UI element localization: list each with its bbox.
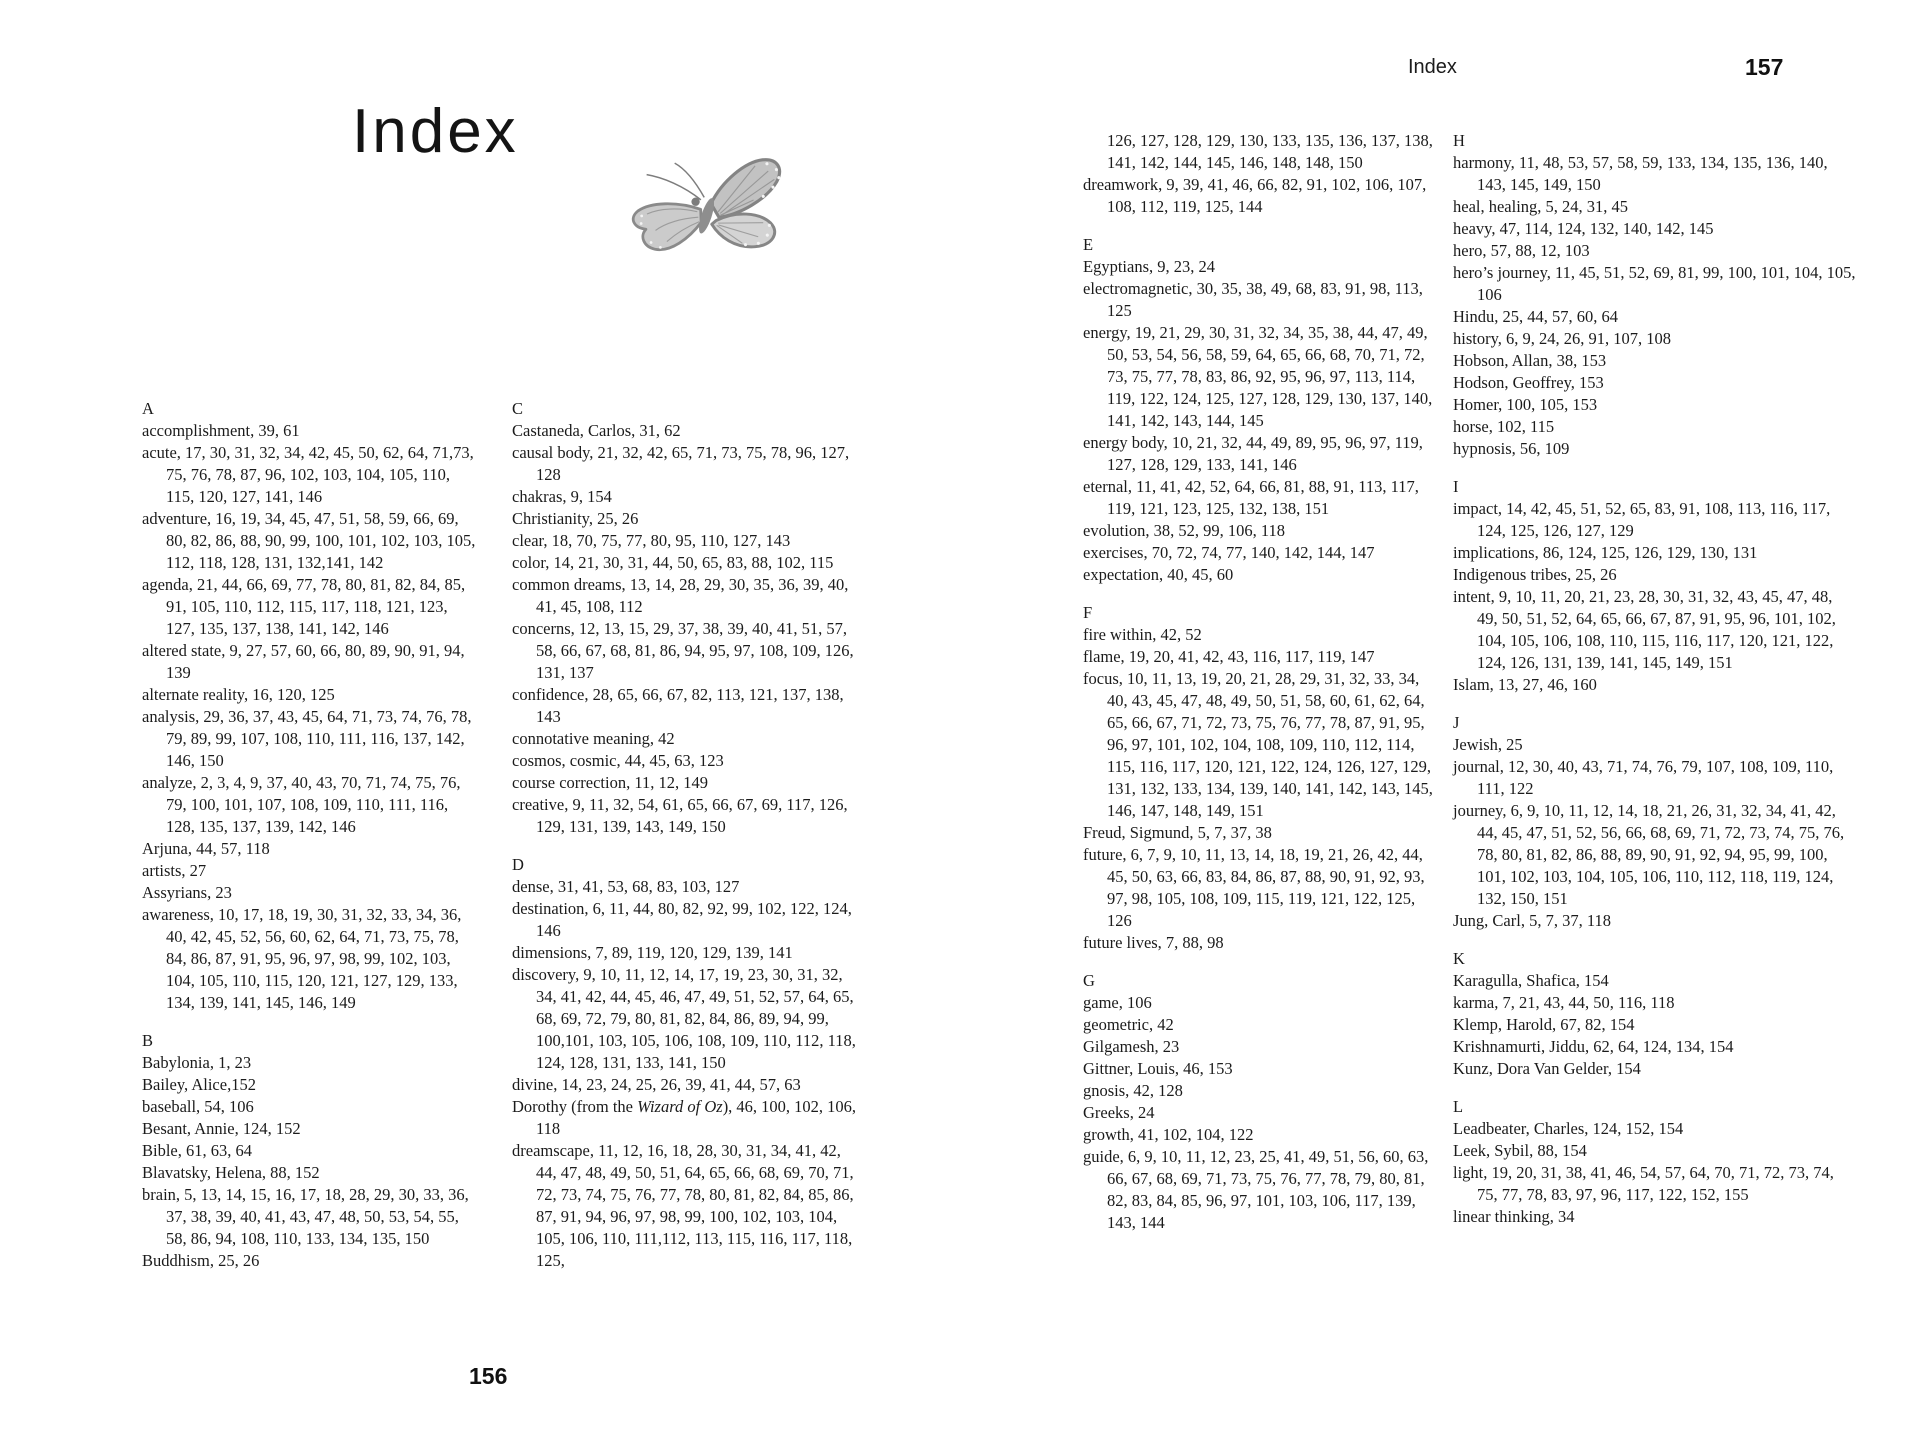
index-entry: Christianity, 25, 26 [512,509,639,528]
page-number-left: 156 [469,1363,508,1389]
index-entry: game, 106 [1083,993,1152,1012]
index-entry: concerns, 12, 13, 15, 29, 37, 38, 39, 40, 41, 51, 57, 58, 66, 67, 68, 81, 86, 94, 95, 97, 108, 109, 126, 131, 137 [512,619,854,682]
index-entry: awareness, 10, 17, 18, 19, 30, 31, 32, 33, 34, 36, 40, 42, 45, 52, 56, 60, 62, 64, 71, 73, 75, 78, 84, 86, 87, 91, 95, 96, 97, 98, 99, 102, 103, 104, 105, 110, 115, 120, 121, 127, 129, 133, 134, 139, 141, 145, 146, 149 [142,905,462,1012]
index-column-h-l [1453,130,1857,1228]
index-column-a-b [142,398,476,1272]
index-entry: implications, 86, 124, 125, 126, 129, 130, 131 [1453,543,1758,562]
index-entry: evolution, 38, 52, 99, 106, 118 [1083,521,1285,540]
index-entry-text: ), 46, 100, 102, 106, 118 [536,1097,857,1138]
index-entry-continuation: 126, 127, 128, 129, 130, 133, 135, 136, 137, 138, 141, 142, 144, 145, 146, 148, 148, 150 [1107,131,1433,172]
index-entry: Leadbeater, Charles, 124, 152, 154 [1453,1119,1684,1138]
index-entry: Hindu, 25, 44, 57, 60, 64 [1453,307,1618,326]
letter-heading: C [512,399,524,418]
index-entry: agenda, 21, 44, 66, 69, 77, 78, 80, 81, 82, 84, 85, 91, 105, 110, 112, 115, 117, 118, 121, 123, 127, 135, 137, 138, 141, 142, 146 [142,575,466,638]
index-entry: energy, 19, 21, 29, 30, 31, 32, 34, 35, 38, 44, 47, 49, 50, 53, 54, 56, 58, 59, 64, 65, 66, 68, 70, 71, 72, 73, 75, 77, 78, 83, 86, 92, 95, 96, 97, 113, 114, 119, 122, 124, 125, 127, 128, 129, 130, 137, 140, 141, 142, 143, 144, 145 [1083,323,1433,430]
index-entry: energy body, 10, 21, 32, 44, 49, 89, 95, 96, 97, 119, 127, 128, 129, 133, 141, 146 [1083,433,1423,474]
index-entry: karma, 7, 21, 43, 44, 50, 116, 118 [1453,993,1675,1012]
letter-heading: B [142,1031,154,1050]
index-entry: Gilgamesh, 23 [1083,1037,1180,1056]
index-entry: artists, 27 [142,861,207,880]
index-entry: destination, 6, 11, 44, 80, 82, 92, 99, 102, 122, 124, 146 [512,899,852,940]
index-entry-text: Dorothy (from the [512,1097,638,1116]
index-entry [512,1096,864,1140]
index-entry: analyze, 2, 3, 4, 9, 37, 40, 43, 70, 71, 74, 75, 76, 79, 100, 101, 107, 108, 109, 110, 111, 116, 128, 135, 137, 139, 142, 146 [142,773,461,836]
index-entry: Gittner, Louis, 46, 153 [1083,1059,1233,1078]
letter-heading: H [1453,131,1465,150]
index-entry: chakras, 9, 154 [512,487,612,506]
index-entry: color, 14, 21, 30, 31, 44, 50, 65, 83, 88, 102, 115 [512,553,834,572]
index-entry: Kunz, Dora Van Gelder, 154 [1453,1059,1641,1078]
index-entry: flame, 19, 20, 41, 42, 43, 116, 117, 119, 147 [1083,647,1375,666]
index-entry: hypnosis, 56, 109 [1453,439,1570,458]
index-entry: Blavatsky, Helena, 88, 152 [142,1163,320,1182]
index-entry: Jung, Carl, 5, 7, 37, 118 [1453,911,1611,930]
letter-heading: E [1083,235,1094,254]
index-entry: dreamwork, 9, 39, 41, 46, 66, 82, 91, 102, 106, 107, 108, 112, 119, 125, 144 [1083,175,1427,216]
index-entry: impact, 14, 42, 45, 51, 52, 65, 83, 91, 108, 113, 116, 117, 124, 125, 126, 127, 129 [1453,499,1831,540]
index-entry: common dreams, 13, 14, 28, 29, 30, 35, 36, 39, 40, 41, 45, 108, 112 [512,575,849,616]
page-number-right: 157 [1745,54,1784,80]
index-entry: exercises, 70, 72, 74, 77, 140, 142, 144, 147 [1083,543,1375,562]
letter-heading: L [1453,1097,1464,1116]
index-entry: Karagulla, Shafica, 154 [1453,971,1609,990]
index-entry: guide, 6, 9, 10, 11, 12, 23, 25, 41, 49, 51, 56, 60, 63, 66, 67, 68, 69, 71, 73, 75, 76, 77, 78, 79, 80, 81, 82, 83, 84, 85, 96, 97, 101, 103, 106, 117, 139, 143, 144 [1083,1147,1429,1232]
index-entry: Freud, Sigmund, 5, 7, 37, 38 [1083,823,1272,842]
index-entry: Homer, 100, 105, 153 [1453,395,1598,414]
index-entry: Egyptians, 9, 23, 24 [1083,257,1215,276]
index-entry: hero’s journey, 11, 45, 51, 52, 69, 81, 99, 100, 101, 104, 105, 106 [1453,263,1856,304]
index-entry: Assyrians, 23 [142,883,232,902]
index-entry: heavy, 47, 114, 124, 132, 140, 142, 145 [1453,219,1714,238]
index-entry: growth, 41, 102, 104, 122 [1083,1125,1254,1144]
index-entry: adventure, 16, 19, 34, 45, 47, 51, 58, 59, 66, 69, 80, 82, 86, 88, 90, 99, 100, 101, 102, 103, 105, 112, 118, 128, 131, 132,141, 142 [142,509,476,572]
index-entry: creative, 9, 11, 32, 54, 61, 65, 66, 67, 69, 117, 126, 129, 131, 139, 143, 149, 150 [512,795,848,836]
index-entry: Hodson, Geoffrey, 153 [1453,373,1604,392]
butterfly-image [622,150,802,275]
index-entry-italic-text: Wizard of Oz [637,1097,723,1116]
letter-heading: J [1453,713,1460,732]
index-entry: hero, 57, 88, 12, 103 [1453,241,1590,260]
index-entry: connotative meaning, 42 [512,729,675,748]
index-entry: Besant, Annie, 124, 152 [142,1119,301,1138]
index-entry: Bible, 61, 63, 64 [142,1141,252,1160]
index-entry: Hobson, Allan, 38, 153 [1453,351,1607,370]
index-entry: Bailey, Alice,152 [142,1075,256,1094]
letter-heading: G [1083,971,1095,990]
index-entry: brain, 5, 13, 14, 15, 16, 17, 18, 28, 29, 30, 33, 36, 37, 38, 39, 40, 41, 43, 47, 48, 50, 53, 54, 55, 58, 86, 94, 108, 110, 133, 134, 135, 150 [142,1185,469,1248]
index-column-e-g [1083,130,1437,1234]
index-entry: dense, 31, 41, 53, 68, 83, 103, 127 [512,877,740,896]
index-entry: history, 6, 9, 24, 26, 91, 107, 108 [1453,329,1672,348]
index-entry: light, 19, 20, 31, 38, 41, 46, 54, 57, 64, 70, 71, 72, 73, 74, 75, 77, 78, 83, 97, 96, 117, 122, 152, 155 [1453,1163,1834,1204]
index-entry: Klemp, Harold, 67, 82, 154 [1453,1015,1635,1034]
index-entry: future lives, 7, 88, 98 [1083,933,1224,952]
index-entry: focus, 10, 11, 13, 19, 20, 21, 28, 29, 31, 32, 33, 34, 40, 43, 45, 47, 48, 49, 50, 51, 58, 60, 61, 62, 64, 65, 66, 67, 71, 72, 73, 75, 76, 77, 78, 87, 91, 95, 96, 97, 101, 102, 104, 108, 109, 110, 112, 114, 115, 116, 117, 120, 121, 122, 124, 126, 127, 129, 131, 132, 133, 134, 139, 140, 141, 142, 143, 145, 146, 147, 148, 149, 151 [1083,669,1433,820]
index-entry: Jewish, 25 [1453,735,1523,754]
index-entry: eternal, 11, 41, 42, 52, 64, 66, 81, 88, 91, 113, 117, 119, 121, 123, 125, 132, 138, 151 [1083,477,1419,518]
index-entry: course correction, 11, 12, 149 [512,773,708,792]
index-entry: electromagnetic, 30, 35, 38, 49, 68, 83, 91, 98, 113, 125 [1083,279,1423,320]
index-entry: Babylonia, 1, 23 [142,1053,252,1072]
index-entry: Castaneda, Carlos, 31, 62 [512,421,681,440]
index-entry: altered state, 9, 27, 57, 60, 66, 80, 89, 90, 91, 94, 139 [142,641,465,682]
index-entry: acute, 17, 30, 31, 32, 34, 42, 45, 50, 62, 64, 71,73, 75, 76, 78, 87, 96, 102, 103, 104, 105, 110, 115, 120, 127, 141, 146 [142,443,474,506]
index-entry: discovery, 9, 10, 11, 12, 14, 17, 19, 23, 30, 31, 32, 34, 41, 42, 44, 45, 46, 47, 49, 51, 52, 57, 64, 65, 68, 69, 72, 79, 80, 81, 82, 84, 86, 89, 94, 99, 100,101, 103, 105, 106, 108, 109, 110, 112, 118, 124, 128, 131, 133, 141, 150 [512,965,856,1072]
index-entry: Indigenous tribes, 25, 26 [1453,565,1617,584]
index-entry: cosmos, cosmic, 44, 45, 63, 123 [512,751,724,770]
index-entry: Krishnamurti, Jiddu, 62, 64, 124, 134, 154 [1453,1037,1734,1056]
index-entry: heal, healing, 5, 24, 31, 45 [1453,197,1629,216]
index-entry: baseball, 54, 106 [142,1097,254,1116]
index-entry: journal, 12, 30, 40, 43, 71, 74, 76, 79, 107, 108, 109, 110, 111, 122 [1453,757,1834,798]
index-entry: Leek, Sybil, 88, 154 [1453,1141,1587,1160]
index-entry: gnosis, 42, 128 [1083,1081,1183,1100]
index-entry: geometric, 42 [1083,1015,1174,1034]
index-column-c-d [512,398,864,1272]
index-entry: causal body, 21, 32, 42, 65, 71, 73, 75, 78, 96, 127, 128 [512,443,850,484]
index-entry: fire within, 42, 52 [1083,625,1202,644]
page-title: Index [352,97,519,166]
index-entry: Arjuna, 44, 57, 118 [142,839,270,858]
index-entry: Buddhism, 25, 26 [142,1251,260,1270]
index-entry: linear thinking, 34 [1453,1207,1575,1226]
index-entry: dreamscape, 11, 12, 16, 18, 28, 30, 31, 34, 41, 42, 44, 47, 48, 49, 50, 51, 64, 65, 66, 68, 69, 70, 71, 72, 73, 74, 75, 76, 77, 78, 80, 81, 82, 84, 85, 86, 87, 91, 94, 96, 97, 98, 99, 100, 102, 103, 104, 105, 106, 110, 111,112, 113, 115, 116, 117, 118, 125, [512,1141,854,1270]
letter-heading: A [142,399,154,418]
index-entry: harmony, 11, 48, 53, 57, 58, 59, 133, 134, 135, 136, 140, 143, 145, 149, 150 [1453,153,1828,194]
index-entry: Islam, 13, 27, 46, 160 [1453,675,1597,694]
index-entry: expectation, 40, 45, 60 [1083,565,1234,584]
index-entry: intent, 9, 10, 11, 20, 21, 23, 28, 30, 31, 32, 43, 45, 47, 48, 49, 50, 51, 52, 64, 65, 66, 67, 87, 91, 95, 96, 101, 102, 104, 105, 106, 108, 110, 115, 116, 117, 120, 121, 122, 124, 126, 131, 139, 141, 145, 149, 151 [1453,587,1836,672]
butterfly-icon [622,150,802,275]
index-entry: analysis, 29, 36, 37, 43, 45, 64, 71, 73, 74, 76, 78, 79, 89, 99, 107, 108, 110, 111, 116, 137, 142, 146, 150 [142,707,472,770]
letter-heading: K [1453,949,1465,968]
letter-heading: D [512,855,524,874]
index-entry: future, 6, 7, 9, 10, 11, 13, 14, 18, 19, 21, 26, 42, 44, 45, 50, 63, 66, 83, 84, 86, 87, 88, 90, 91, 92, 93, 97, 98, 105, 108, 109, 115, 119, 121, 122, 125, 126 [1083,845,1425,930]
letter-heading: I [1453,477,1459,496]
index-entry: divine, 14, 23, 24, 25, 26, 39, 41, 44, 57, 63 [512,1075,801,1094]
index-entry: horse, 102, 115 [1453,417,1555,436]
index-entry: dimensions, 7, 89, 119, 120, 129, 139, 141 [512,943,793,962]
index-entry: clear, 18, 70, 75, 77, 80, 95, 110, 127, 143 [512,531,791,550]
index-entry: journey, 6, 9, 10, 11, 12, 14, 18, 21, 26, 31, 32, 34, 41, 42, 44, 45, 47, 51, 52, 56, 66, 68, 69, 71, 72, 73, 74, 75, 76, 78, 80, 81, 82, 86, 88, 89, 90, 91, 92, 94, 95, 99, 100, 101, 102, 103, 104, 105, 106, 110, 112, 118, 119, 124, 132, 150, 151 [1453,801,1845,908]
index-entry: accomplishment, 39, 61 [142,421,300,440]
index-entry: Greeks, 24 [1083,1103,1155,1122]
index-entry: confidence, 28, 65, 66, 67, 82, 113, 121, 137, 138, 143 [512,685,844,726]
index-entry: alternate reality, 16, 120, 125 [142,685,335,704]
running-header: Index [1408,56,1457,78]
letter-heading: F [1083,603,1093,622]
